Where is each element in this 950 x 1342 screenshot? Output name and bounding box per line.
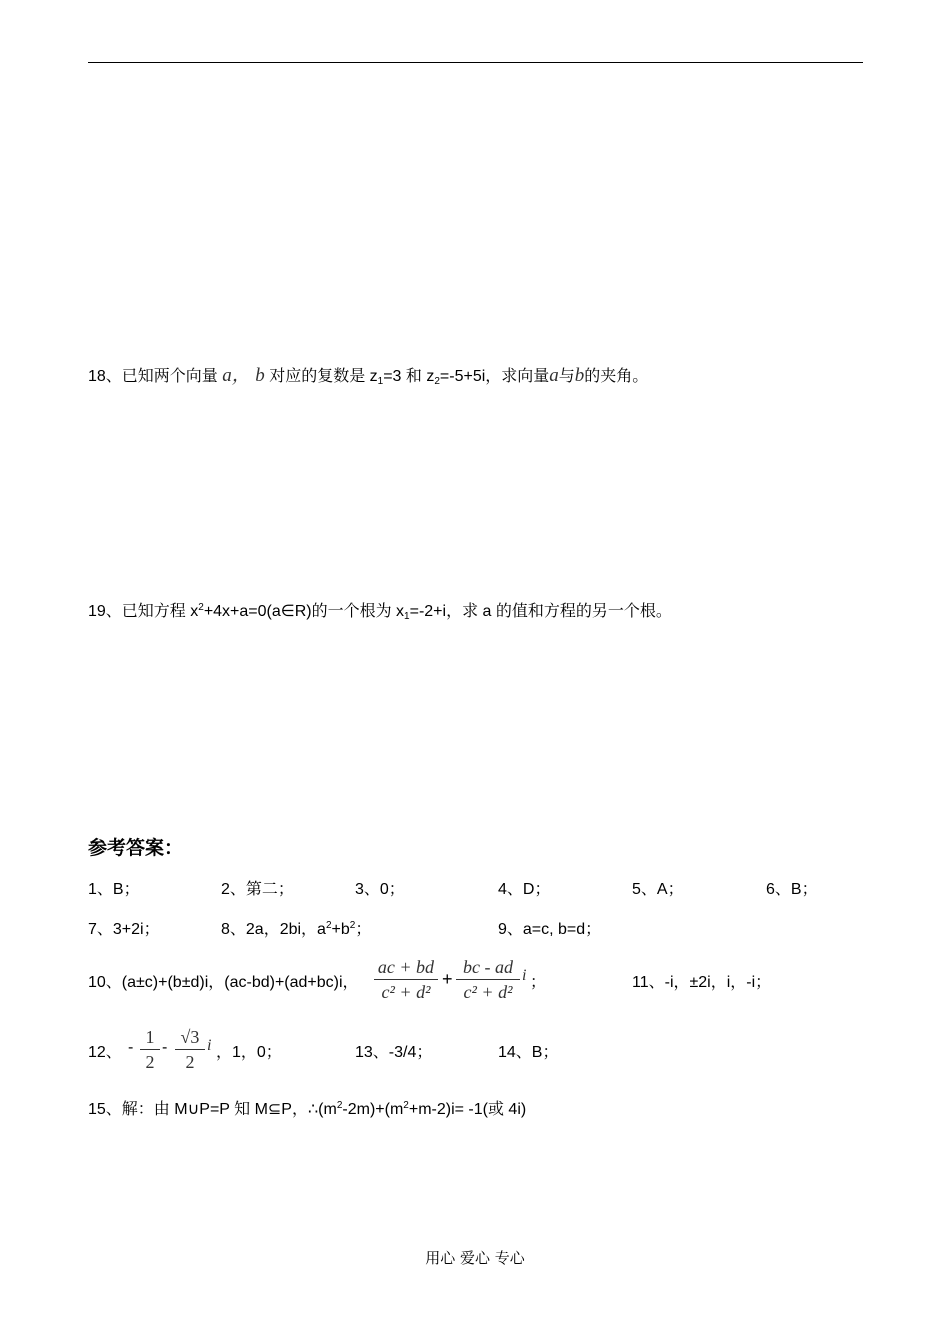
q18-text-5: 的夹角。 — [584, 368, 649, 385]
fraction-denominator: c² + d² — [381, 982, 431, 1002]
answer-15-text: -2m)+(m — [342, 1101, 404, 1118]
fraction-denominator: 2 — [145, 1052, 155, 1072]
vector-a: a — [549, 365, 559, 386]
q19-text-2: +4x+a=0(a∈R)的一个根为 x — [203, 603, 405, 620]
fraction-denominator: c² + d² — [463, 982, 513, 1002]
fraction-numerator: 1 — [145, 1027, 155, 1047]
q18-text-1: 对应的复数是 z — [269, 368, 378, 385]
answer-12-rest: ，1，0； — [216, 1044, 282, 1061]
fraction-numerator: bc - ad — [463, 957, 513, 977]
answer-15-text: 15、解：由 M∪P=P 知 M⊆P，∴(m — [88, 1101, 337, 1118]
superscript-2: 2 — [336, 1100, 343, 1111]
fraction-numerator: √3 — [180, 1027, 200, 1047]
answer-11: 11、-i，±2i，i，-i； — [632, 974, 772, 991]
subscript-1: 1 — [377, 376, 384, 387]
fraction-half — [140, 1026, 160, 1073]
answer-7: 7、3+2i； — [88, 921, 160, 938]
fraction-denominator: 2 — [185, 1052, 195, 1072]
fraction-bar — [140, 1049, 160, 1050]
answer-4: 4、D； — [498, 881, 551, 898]
q19-text-3: =-2+i，求 a 的值和方程的另一个根。 — [409, 603, 672, 620]
answer-10: 10、(a±c)+(b±d)i，(ac-bd)+(ad+bc)i， — [88, 974, 359, 991]
answer-12: 12、 — [88, 1044, 122, 1061]
answer-2: 2、第二； — [221, 881, 294, 898]
q19-text-1: 19、已知方程 x — [88, 603, 199, 620]
answer-14: 14、B； — [498, 1044, 559, 1061]
answer-8-text: +b — [331, 921, 350, 938]
fraction-bar — [374, 979, 438, 980]
fraction-1 — [374, 956, 438, 1003]
vector-a: a — [222, 365, 232, 386]
imaginary-unit: i — [522, 967, 527, 984]
superscript-2: 2 — [325, 920, 332, 931]
fraction-sqrt3-half — [175, 1026, 205, 1073]
vector-b: b — [255, 365, 265, 386]
subscript-2: 2 — [434, 376, 440, 387]
subscript-1: 1 — [404, 611, 410, 622]
answer-8-text: 8、2a，2bi，a — [221, 921, 326, 938]
vector-separator: ， — [231, 365, 251, 386]
minus-sign: - — [162, 1039, 168, 1056]
superscript-2: 2 — [198, 602, 204, 613]
fraction-2 — [456, 956, 520, 1003]
answer-13: 13、-3/4； — [355, 1044, 433, 1061]
answer-3: 3、0； — [355, 881, 405, 898]
vector-b: b — [574, 365, 585, 386]
answer-5: 5、A； — [632, 881, 684, 898]
fraction-bar — [456, 979, 520, 980]
header-rule — [88, 62, 863, 63]
answer-15-text: +m-2)i= -1(或 4i) — [408, 1101, 527, 1118]
question-19 — [88, 598, 672, 622]
answer-8-text: ； — [355, 921, 372, 938]
q18-text-4: 与 — [558, 368, 575, 385]
q18-text-3: =-5+5i，求向量 — [439, 368, 550, 385]
question-18 — [88, 360, 648, 387]
answers-heading: 参考答案： — [88, 838, 184, 859]
fraction-numerator: ac + bd — [377, 957, 435, 977]
superscript-2: 2 — [403, 1100, 409, 1111]
answer-6: 6、B； — [766, 881, 818, 898]
page-footer: 用心 爱心 专心 — [425, 1249, 525, 1267]
answer-15 — [88, 1096, 526, 1119]
answer-9: 9、a=c, b=d； — [498, 921, 602, 938]
fraction-bar — [175, 1049, 205, 1050]
minus-sign: - — [128, 1039, 134, 1056]
answer-8 — [221, 916, 371, 939]
semicolon: ； — [530, 974, 547, 991]
superscript-2: 2 — [349, 920, 356, 931]
answer-1: 1、B； — [88, 881, 140, 898]
q18-number: 18、已知两个向量 — [88, 368, 218, 385]
imaginary-unit: i — [207, 1037, 212, 1054]
plus-sign: + — [442, 969, 453, 989]
q18-text-2: =3 和 z — [383, 368, 435, 385]
